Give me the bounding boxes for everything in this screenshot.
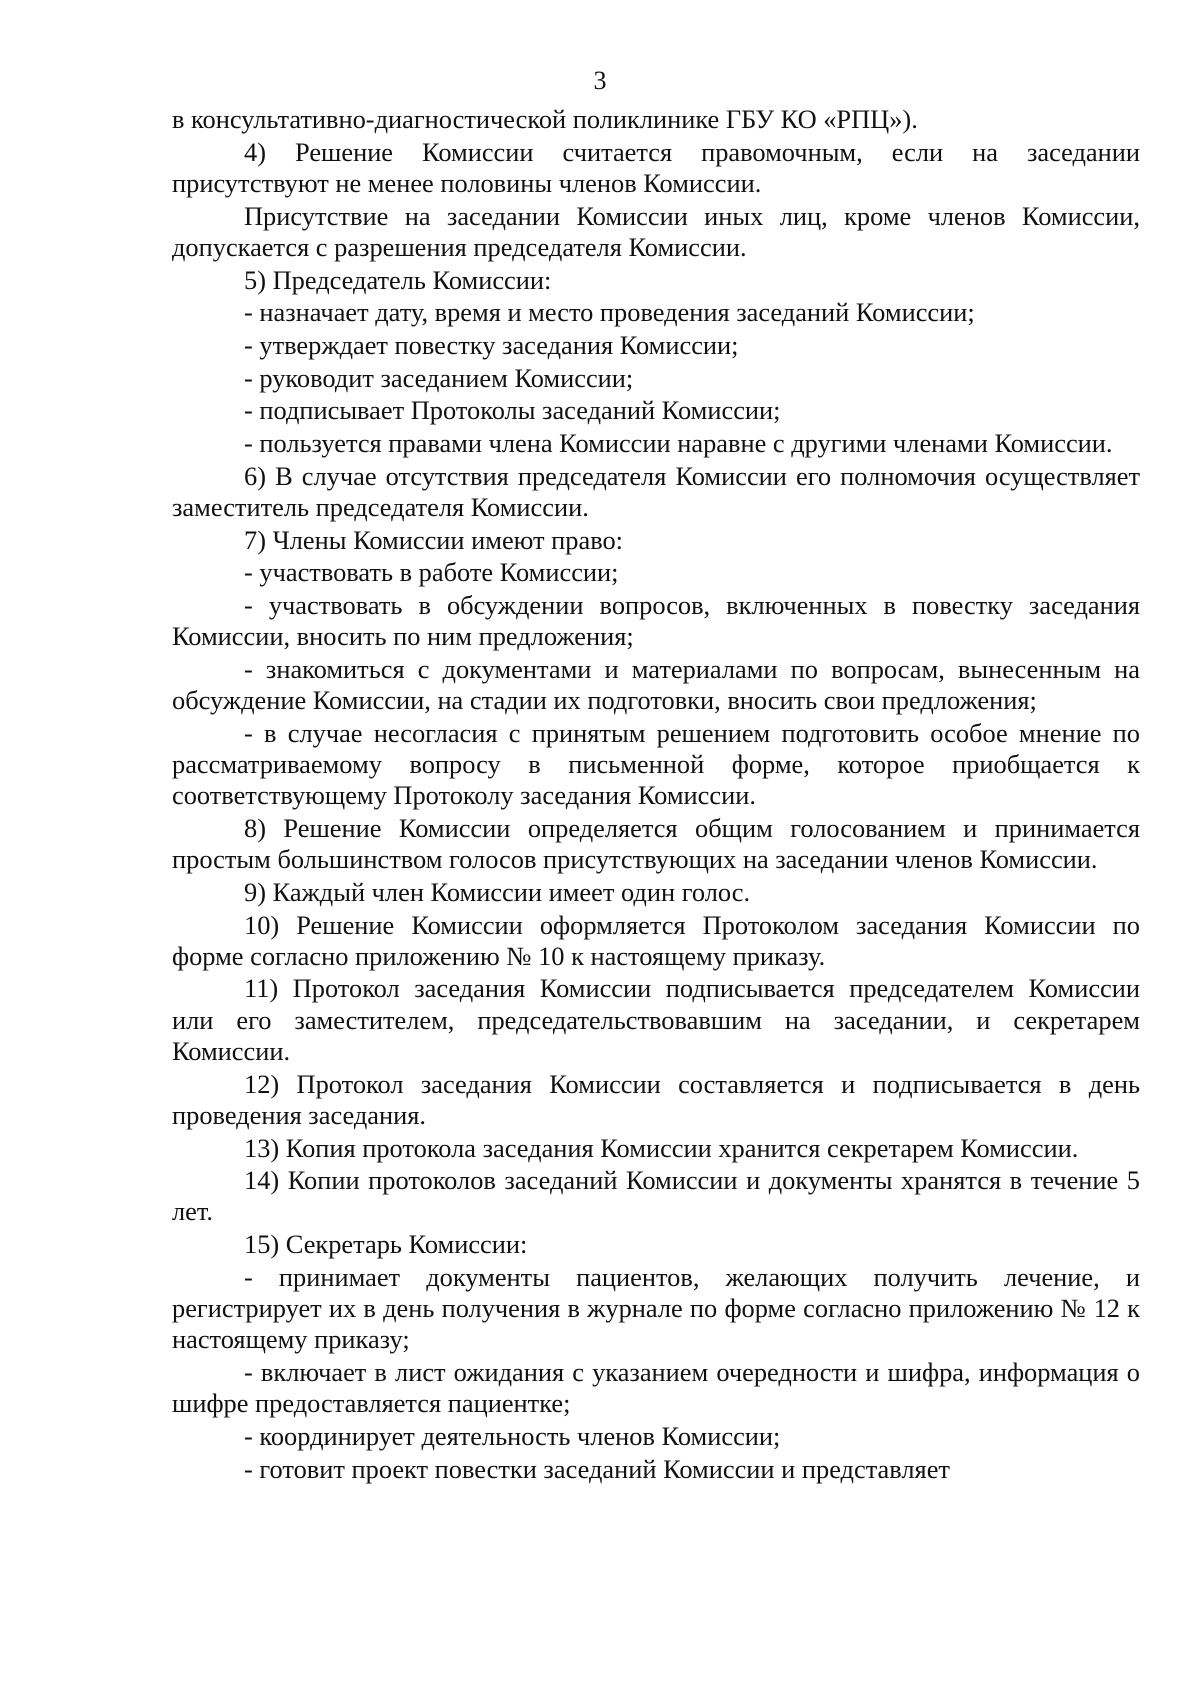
- document-body: [172, 104, 1140, 1486]
- page-number: 3: [593, 66, 607, 95]
- paragraph: - руководит заседанием Комиссии;: [244, 362, 634, 393]
- paragraph: 8) Решение Комиссии определяется общим голосованием и принимается простым большинством голосов присутствующих на заседании членов Комиссии.: [172, 812, 1140, 875]
- paragraph: 13) Копия протокола заседания Комиссии хранится секретарем Комиссии.: [244, 1132, 1079, 1163]
- paragraph: Присутствие на заседании Комиссии иных лиц, кроме членов Комиссии, допускается с разрешения председателя Комиссии.: [172, 200, 1140, 262]
- paragraph: 10) Решение Комиссии оформляется Протоколом заседания Комиссии по форме согласно приложению № 10 к настоящему приказу.: [172, 909, 1140, 971]
- paragraph: - подписывает Протоколы заседаний Комиссии;: [244, 395, 781, 426]
- paragraph: - участвовать в обсуждении вопросов, включенных в повестку заседания Комиссии, вносить по ним предложения;: [172, 590, 1140, 652]
- paragraph: 9) Каждый член Комиссии имеет один голос.: [244, 876, 751, 907]
- paragraph: - участвовать в работе Комиссии;: [244, 557, 619, 588]
- paragraph: 15) Секретарь Комиссии:: [244, 1229, 528, 1260]
- paragraph: - готовит проект повестки заседаний Комиссии и представляет: [244, 1453, 950, 1484]
- paragraph: 7) Члены Комиссии имеют право:: [244, 524, 624, 555]
- paragraph: - назначает дату, время и место проведения заседаний Комиссии;: [244, 297, 975, 328]
- paragraph: в консультативно-диагностической поликлинике ГБУ КО «РПЦ»).: [172, 104, 918, 134]
- paragraph: - пользуется правами члена Комиссии наравне с другими членами Комиссии.: [244, 428, 1113, 459]
- paragraph: 4) Решение Комиссии считается правомочным, если на заседании присутствуют не менее половины членов Комиссии.: [172, 136, 1140, 198]
- paragraph: - в случае несогласия с принятым решением подготовить особое мнение по рассматриваемому вопросу в письменной форме, которое приобщается к соответствующему Протоколу заседания Комиссии.: [172, 717, 1140, 811]
- paragraph: - принимает документы пациентов, желающих получить лечение, и регистрирует их в день получения в журнале по форме согласно приложению № 12 к настоящему приказу;: [172, 1261, 1140, 1355]
- paragraph: 6) В случае отсутствия председателя Комиссии его полномочия осуществляет заместитель председателя Комиссии.: [172, 460, 1140, 522]
- paragraph: - утверждает повестку заседания Комиссии;: [244, 329, 739, 360]
- paragraph: 12) Протокол заседания Комиссии составляется и подписывается в день проведения заседания.: [172, 1068, 1140, 1130]
- paragraph: - включает в лист ожидания с указанием очередности и шифра, информация о шифре предоставляется пациентке;: [172, 1356, 1140, 1419]
- paragraph: 14) Копии протоколов заседаний Комиссии и документы хранятся в течение 5 лет.: [172, 1165, 1140, 1227]
- paragraph: 5) Председатель Комиссии:: [244, 264, 552, 295]
- paragraph: - координирует деятельность членов Комиссии;: [244, 1420, 781, 1451]
- paragraph: - знакомиться с документами и материалами по вопросам, вынесенным на обсуждение Комиссии, на стадии их подготовки, вносить свои предложения;: [172, 653, 1140, 716]
- paragraph: 11) Протокол заседания Комиссии подписывается председателем Комиссии или его заместителем, председательствовавшим на заседании, и секретарем Комиссии.: [172, 973, 1140, 1066]
